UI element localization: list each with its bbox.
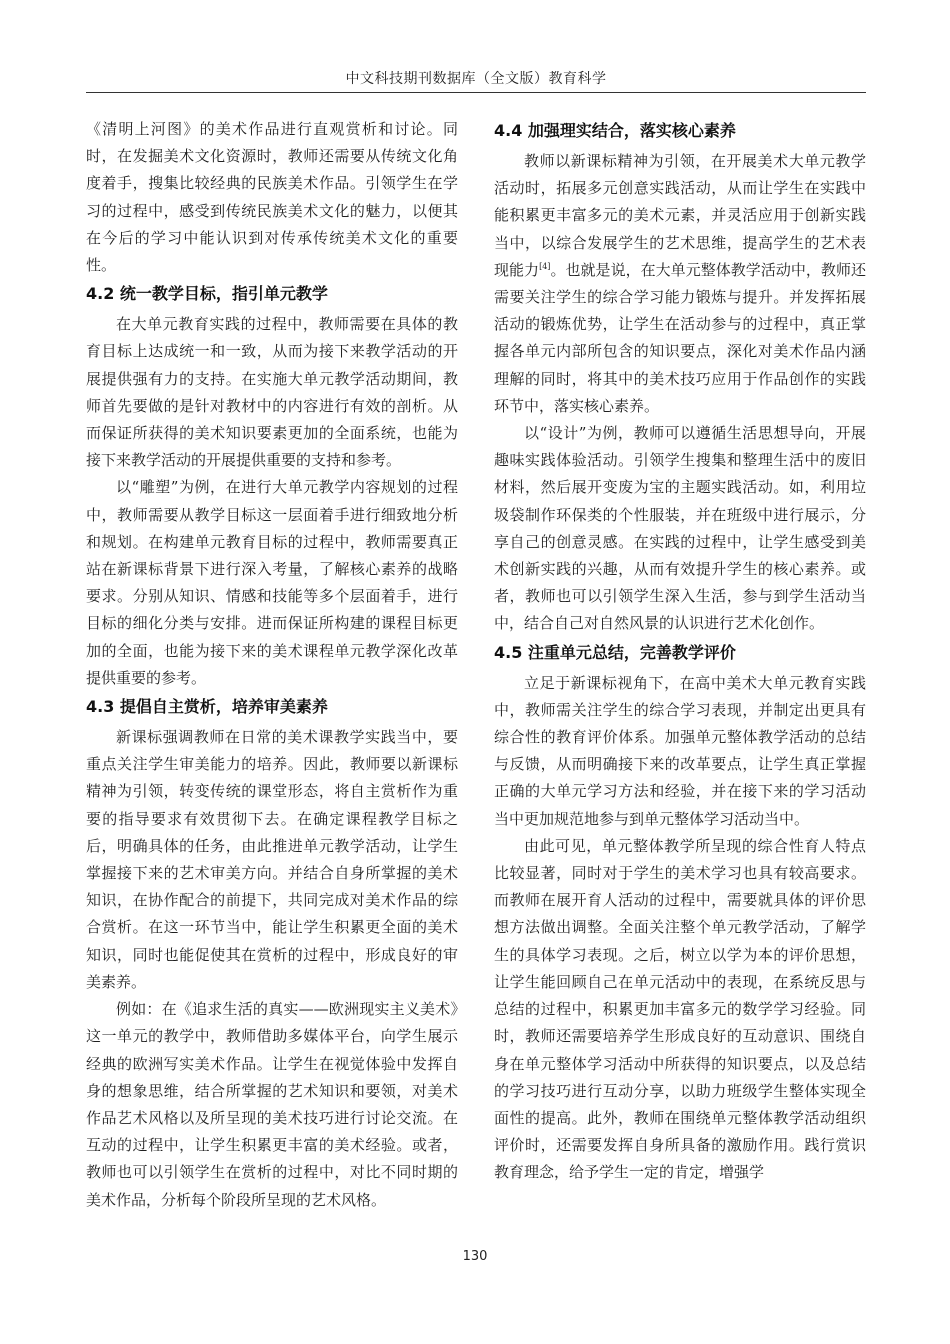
header-divider xyxy=(86,92,866,93)
page-number: 130 xyxy=(462,1249,488,1264)
section-4-2-paragraph-1: 在大单元教育实践的过程中，教师需要在具体的教育目标上达成统一和一致，从而为接下来教学活动的开展提供强有力的支持。在实施大单元教学活动期间，教师首先要做的是针对教材中的内容进行有效的剖析。从而保证所获得的美术知识要素更加的全面系统，也能为接下来教学活动的开展提供重要的支持和参考。 xyxy=(86,315,458,470)
section-4-2-heading: 4.2 统一教学目标，指引单元教学 xyxy=(86,284,328,304)
right-column xyxy=(494,116,866,1187)
section-4-4-heading: 4.4 加强理实结合，落实核心素养 xyxy=(494,121,736,140)
section-4-5-paragraph-2: 由此可见，单元整体教学所呈现的综合性育人特点比较显著，同时对于学生的美术学习也具有较高要求。而教师在展开育人活动的过程中，需要就具体的评价思想方法做出调整。全面关注整个单元教学活动，了解学生的具体学习表现。之后，树立以学为本的评价思想，让学生能回顾自己在单元活动中的表现，在系统反思与总结的过程中，积累更加丰富多元的数学学习经验。同时，教师还需要培养学生形成良好的互动意识、围绕自身在单元整体学习活动中所获得的知识要点，以及总结的学习技巧进行互动分享，以助力班级学生整体实现全面性的提高。此外，教师在围绕单元整体教学活动组织评价时，还需要发挥自身所具备的激励作用。践行赏识教育理念，给予学生一定的肯定，增强学 xyxy=(494,836,866,1182)
intro-paragraph: 《清明上河图》的美术作品进行直观赏析和讨论。同时，在发掘美术文化资源时，教师还需要从传统文化角度着手，搜集比较经典的民族美术作品。引领学生在学习的过程中，感受到传统民族美术文化的魅力，以便其在今后的学习中能认识到对传承传统美术文化的重要性。 xyxy=(86,120,458,275)
section-4-4-paragraph-1-text-a: 教师以新课标精神为引领，在开展美术大单元教学活动时，拓展多元创意实践活动，从而让学生在实践中能积累更丰富多元的美术元素，并灵活应用于创新实践当中，以综合发展学生的艺术思维，提高学生的艺术表现能力 xyxy=(494,152,866,279)
section-4-5-paragraph-1: 立足于新课标视角下，在高中美术大单元教育实践中，教师需关注学生的综合学习表现，并制定出更具有综合性的教育评价体系。加强单元整体教学活动的总结与反馈，从而明确接下来的改革要点，让学生真正掌握正确的大单元学习方法和经验，并在接下来的学习活动当中更加规范地参与到单元整体学习活动当中。 xyxy=(494,673,866,828)
section-4-3-paragraph-1: 新课标强调教师在日常的美术课教学实践当中，要重点关注学生审美能力的培养。因此，教师要以新课标精神为引领，转变传统的课堂形态，将自主赏析作为重要的指导要求有效贯彻下去。在确定课程教学目标之后，明确具体的任务，由此推进单元教学活动，让学生掌握接下来的艺术审美方向。并结合自身所掌握的美术知识，在协作配合的前提下，共同完成对美术作品的综合赏析。在这一环节当中，能让学生积累更全面的美术知识，同时也能促使其在赏析的过程中，形成良好的审美素养。 xyxy=(86,728,458,991)
section-4-4-paragraph-1-text-b: 。也就是说，在大单元整体教学活动中，教师还需要关注学生的综合学习能力锻炼与提升。并发挥拓展活动的锻炼优势，让学生在活动参与的过程中，真正掌握各单元内部所包含的知识要点，深化对美术作品内涵理解的同时，将其中的美术技巧应用于作品创作的实践环节中，落实核心素养。 xyxy=(494,260,866,415)
journal-header: 中文科技期刊数据库（全文版）教育科学 xyxy=(345,71,607,87)
citation-ref-4: [4] xyxy=(539,261,551,271)
section-4-5-heading: 4.5 注重单元总结，完善教学评价 xyxy=(494,642,736,662)
left-column xyxy=(86,116,458,1214)
section-4-3-heading: 4.3 提倡自主赏析，培养审美素养 xyxy=(86,697,328,717)
section-4-4-paragraph-2: 以“设计”为例，教师可以遵循生活思想导向，开展趣味实践体验活动。引领学生搜集和整理生活中的废旧材料，然后展开变废为宝的主题实践活动。如，利用垃圾袋制作环保类的个性服装，并在班级中进行展示，分享自己的创意灵感。在实践的过程中，让学生感受到美术创新实践的兴趣，从而有效提升学生的核心素养。或者，教师也可以引领学生深入生活，参与到学生活动当中，结合自己对自然风景的认识进行艺术化创作。 xyxy=(494,424,866,633)
section-4-3-paragraph-2: 例如：在《追求生活的真实——欧洲现实主义美术》这一单元的教学中，教师借助多媒体平台，向学生展示经典的欧洲写实美术作品。让学生在视觉体验中发挥自身的想象思维，结合所掌握的艺术知识和要领，对美术作品艺术风格以及所呈现的美术技巧进行讨论交流。在互动的过程中，让学生积累更丰富的美术经验。或者，教师也可以引领学生在赏析的过程中，对比不同时期的美术作品，分析每个阶段所呈现的艺术风格。 xyxy=(86,1000,458,1209)
section-4-4-paragraph-1 xyxy=(494,148,866,420)
section-4-2-paragraph-2: 以“雕塑”为例，在进行大单元教学内容规划的过程中，教师需要从教学目标这一层面着手进行细致地分析和规划。在构建单元教育目标的过程中，教师需要真正站在新课标背景下进行深入考量，了解核心素养的战略要求。分别从知识、情感和技能等多个层面着手，进行目标的细化分类与安排。进而保证所构建的课程目标更加的全面，也能为接下来的美术课程单元教学深化改革提供重要的参考。 xyxy=(86,478,458,687)
